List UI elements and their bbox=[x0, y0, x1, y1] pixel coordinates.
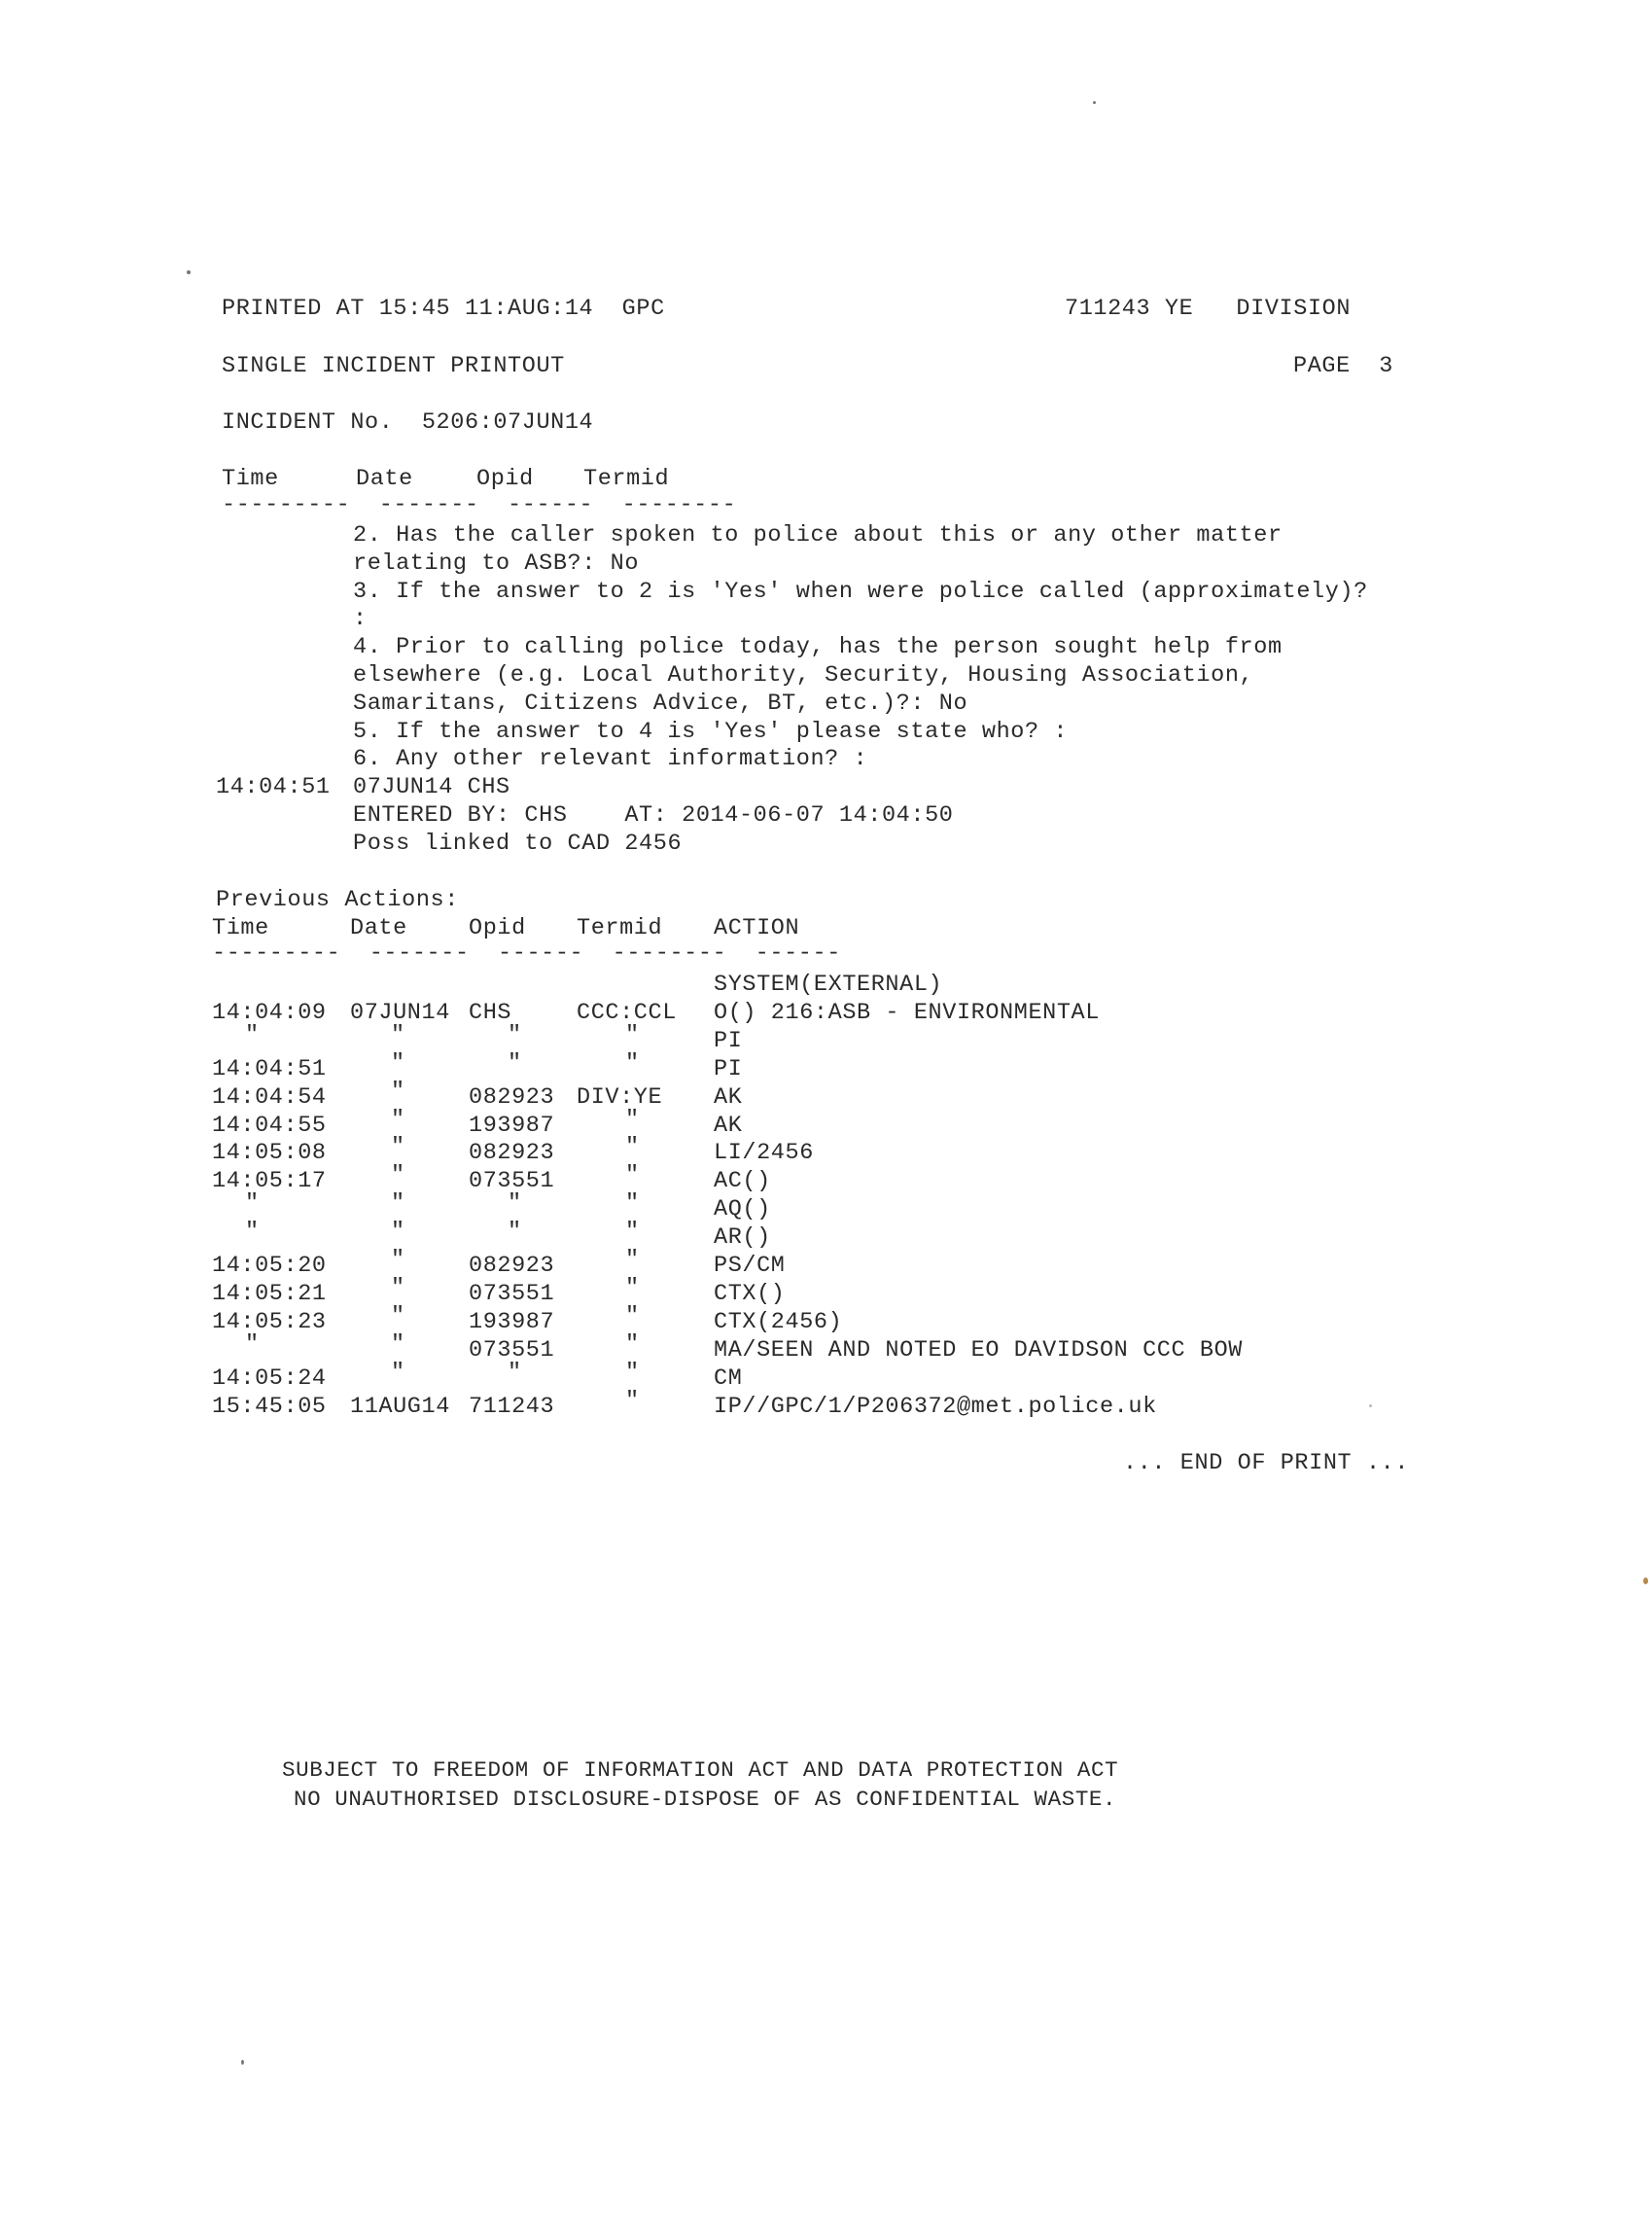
question-line: 3. If the answer to 2 is 'Yes' when were police called (approximately)? bbox=[353, 578, 1368, 605]
scan-speck bbox=[187, 270, 191, 274]
action-termid: " bbox=[625, 1274, 640, 1301]
previous-actions-heading: Previous Actions: bbox=[216, 887, 459, 913]
action-date: " bbox=[391, 1190, 405, 1218]
action-termid: " bbox=[625, 1049, 640, 1077]
end-of-print: ... END OF PRINT ... bbox=[1123, 1450, 1410, 1476]
action-time: 14:04:09 bbox=[212, 999, 327, 1026]
action-opid: " bbox=[508, 1021, 522, 1048]
action-text: CM bbox=[714, 1364, 743, 1392]
scan-speck bbox=[1643, 1577, 1648, 1584]
action-termid: " bbox=[625, 1162, 640, 1189]
action-time: 14:05:21 bbox=[212, 1280, 327, 1307]
entry-col-termid: Termid bbox=[583, 466, 670, 492]
action-time: 14:05:23 bbox=[212, 1308, 327, 1335]
action-date: " bbox=[391, 1219, 405, 1246]
action-opid: CHS bbox=[469, 999, 512, 1026]
action-termid: DIV:YE bbox=[577, 1083, 663, 1111]
action-text: AR() bbox=[714, 1224, 771, 1252]
action-text: MA/SEEN AND NOTED EO DAVIDSON CCC BOW bbox=[714, 1336, 1243, 1364]
entered-by: ENTERED BY: CHS AT: 2014-06-07 14:04:50 bbox=[353, 802, 954, 829]
footer-line-1: SUBJECT TO FREEDOM OF INFORMATION ACT AND DATA PROTECTION ACT bbox=[282, 1757, 1119, 1783]
action-time: 14:04:54 bbox=[212, 1083, 327, 1111]
footer-line-2: NO UNAUTHORISED DISCLOSURE-DISPOSE OF AS CONFIDENTIAL WASTE. bbox=[294, 1787, 1117, 1812]
action-time: 14:04:51 bbox=[212, 1055, 327, 1082]
question-line: 2. Has the caller spoken to police about this or any other matter bbox=[353, 522, 1283, 549]
action-opid: " bbox=[508, 1190, 522, 1218]
entry-date-op: 07JUN14 CHS bbox=[353, 774, 510, 800]
action-text: CTX(2456) bbox=[714, 1308, 843, 1335]
question-line: 6. Any other relevant information? : bbox=[353, 746, 868, 773]
action-opid: " bbox=[508, 1219, 522, 1246]
action-opid: 073551 bbox=[469, 1168, 555, 1195]
action-text: O() 216:ASB - ENVIRONMENTAL bbox=[714, 999, 1100, 1026]
action-termid: " bbox=[625, 1219, 640, 1246]
action-text: AK bbox=[714, 1112, 743, 1139]
action-text: AQ() bbox=[714, 1196, 771, 1223]
action-termid: " bbox=[625, 1247, 640, 1273]
action-termid: " bbox=[625, 1106, 640, 1133]
action-termid: " bbox=[625, 1302, 640, 1329]
action-opid: 073551 bbox=[469, 1280, 555, 1307]
question-line: 4. Prior to calling police today, has the person sought help from bbox=[353, 634, 1283, 661]
entry-note: Poss linked to CAD 2456 bbox=[353, 831, 683, 857]
action-date: " bbox=[391, 1134, 405, 1161]
prev-col-time: Time bbox=[212, 915, 269, 941]
entry-col-underline: --------- ------- ------ -------- bbox=[222, 492, 737, 518]
action-opid: 711243 bbox=[469, 1393, 555, 1420]
action-time: 14:04:55 bbox=[212, 1112, 327, 1139]
entry-time: 14:04:51 bbox=[216, 774, 331, 800]
question-line: relating to ASB?: No bbox=[353, 549, 640, 577]
action-opid: 082923 bbox=[469, 1140, 555, 1167]
action-text: LI/2456 bbox=[714, 1140, 814, 1167]
entry-col-date: Date bbox=[356, 466, 413, 492]
action-text: PS/CM bbox=[714, 1253, 786, 1279]
action-termid: " bbox=[625, 1190, 640, 1218]
action-date: " bbox=[391, 1359, 405, 1386]
action-text: SYSTEM(EXTERNAL) bbox=[714, 972, 943, 998]
prev-col-action: ACTION bbox=[714, 915, 800, 941]
action-date: " bbox=[391, 1021, 405, 1048]
action-termid: " bbox=[625, 1387, 640, 1414]
action-opid: 082923 bbox=[469, 1083, 555, 1111]
action-opid: " bbox=[508, 1359, 522, 1386]
scan-speck bbox=[1369, 1404, 1372, 1407]
action-opid: 082923 bbox=[469, 1253, 555, 1279]
action-termid: " bbox=[625, 1330, 640, 1358]
question-line: : bbox=[353, 606, 368, 633]
action-time: " bbox=[245, 1190, 260, 1218]
question-line: elsewhere (e.g. Local Authority, Security, Housing Association, bbox=[353, 662, 1254, 689]
action-time: 14:05:17 bbox=[212, 1168, 327, 1195]
action-time: " bbox=[245, 1330, 260, 1358]
prev-col-underline: --------- ------- ------ -------- ------ bbox=[212, 940, 841, 967]
question-line: 5. If the answer to 4 is 'Yes' please state who? : bbox=[353, 718, 1069, 745]
action-text: PI bbox=[714, 1055, 743, 1082]
printout-type: SINGLE INCIDENT PRINTOUT bbox=[222, 353, 565, 379]
action-date: " bbox=[391, 1274, 405, 1301]
question-line: Samaritans, Citizens Advice, BT, etc.)?: No bbox=[353, 690, 968, 717]
incident-number: INCIDENT No. 5206:07JUN14 bbox=[222, 409, 594, 436]
action-opid: 073551 bbox=[469, 1336, 555, 1364]
action-time: 15:45:05 bbox=[212, 1393, 327, 1420]
prev-col-termid: Termid bbox=[577, 915, 663, 941]
action-text: AK bbox=[714, 1083, 743, 1111]
action-date: " bbox=[391, 1049, 405, 1077]
page-number: PAGE 3 bbox=[1293, 353, 1393, 379]
action-text: IP//GPC/1/P206372@met.police.uk bbox=[714, 1393, 1157, 1420]
action-termid: CCC:CCL bbox=[577, 999, 677, 1026]
scan-speck bbox=[241, 2060, 244, 2065]
printed-at: PRINTED AT 15:45 11:AUG:14 GPC bbox=[222, 296, 665, 322]
scan-speck bbox=[1093, 101, 1096, 104]
action-date: 07JUN14 bbox=[350, 999, 450, 1026]
action-termid: " bbox=[625, 1359, 640, 1386]
action-date: 11AUG14 bbox=[350, 1393, 450, 1420]
action-termid: " bbox=[625, 1021, 640, 1048]
action-date: " bbox=[391, 1106, 405, 1133]
action-text: AC() bbox=[714, 1168, 771, 1195]
action-date: " bbox=[391, 1330, 405, 1358]
action-date: " bbox=[391, 1247, 405, 1273]
action-date: " bbox=[391, 1078, 405, 1105]
action-opid: " bbox=[508, 1049, 522, 1077]
action-opid: 193987 bbox=[469, 1308, 555, 1335]
prev-col-date: Date bbox=[350, 915, 407, 941]
entry-col-time: Time bbox=[222, 466, 279, 492]
prev-col-opid: Opid bbox=[469, 915, 526, 941]
entry-col-opid: Opid bbox=[476, 466, 534, 492]
action-time: 14:05:24 bbox=[212, 1364, 327, 1392]
action-date: " bbox=[391, 1302, 405, 1329]
action-time: " bbox=[245, 1219, 260, 1246]
action-time: 14:05:08 bbox=[212, 1140, 327, 1167]
action-text: PI bbox=[714, 1027, 743, 1054]
action-opid: 193987 bbox=[469, 1112, 555, 1139]
action-time: 14:05:20 bbox=[212, 1253, 327, 1279]
action-time: " bbox=[245, 1021, 260, 1048]
action-date: " bbox=[391, 1162, 405, 1189]
action-text: CTX() bbox=[714, 1280, 786, 1307]
action-termid: " bbox=[625, 1134, 640, 1161]
operator-division: 711243 YE DIVISION bbox=[1065, 296, 1352, 322]
